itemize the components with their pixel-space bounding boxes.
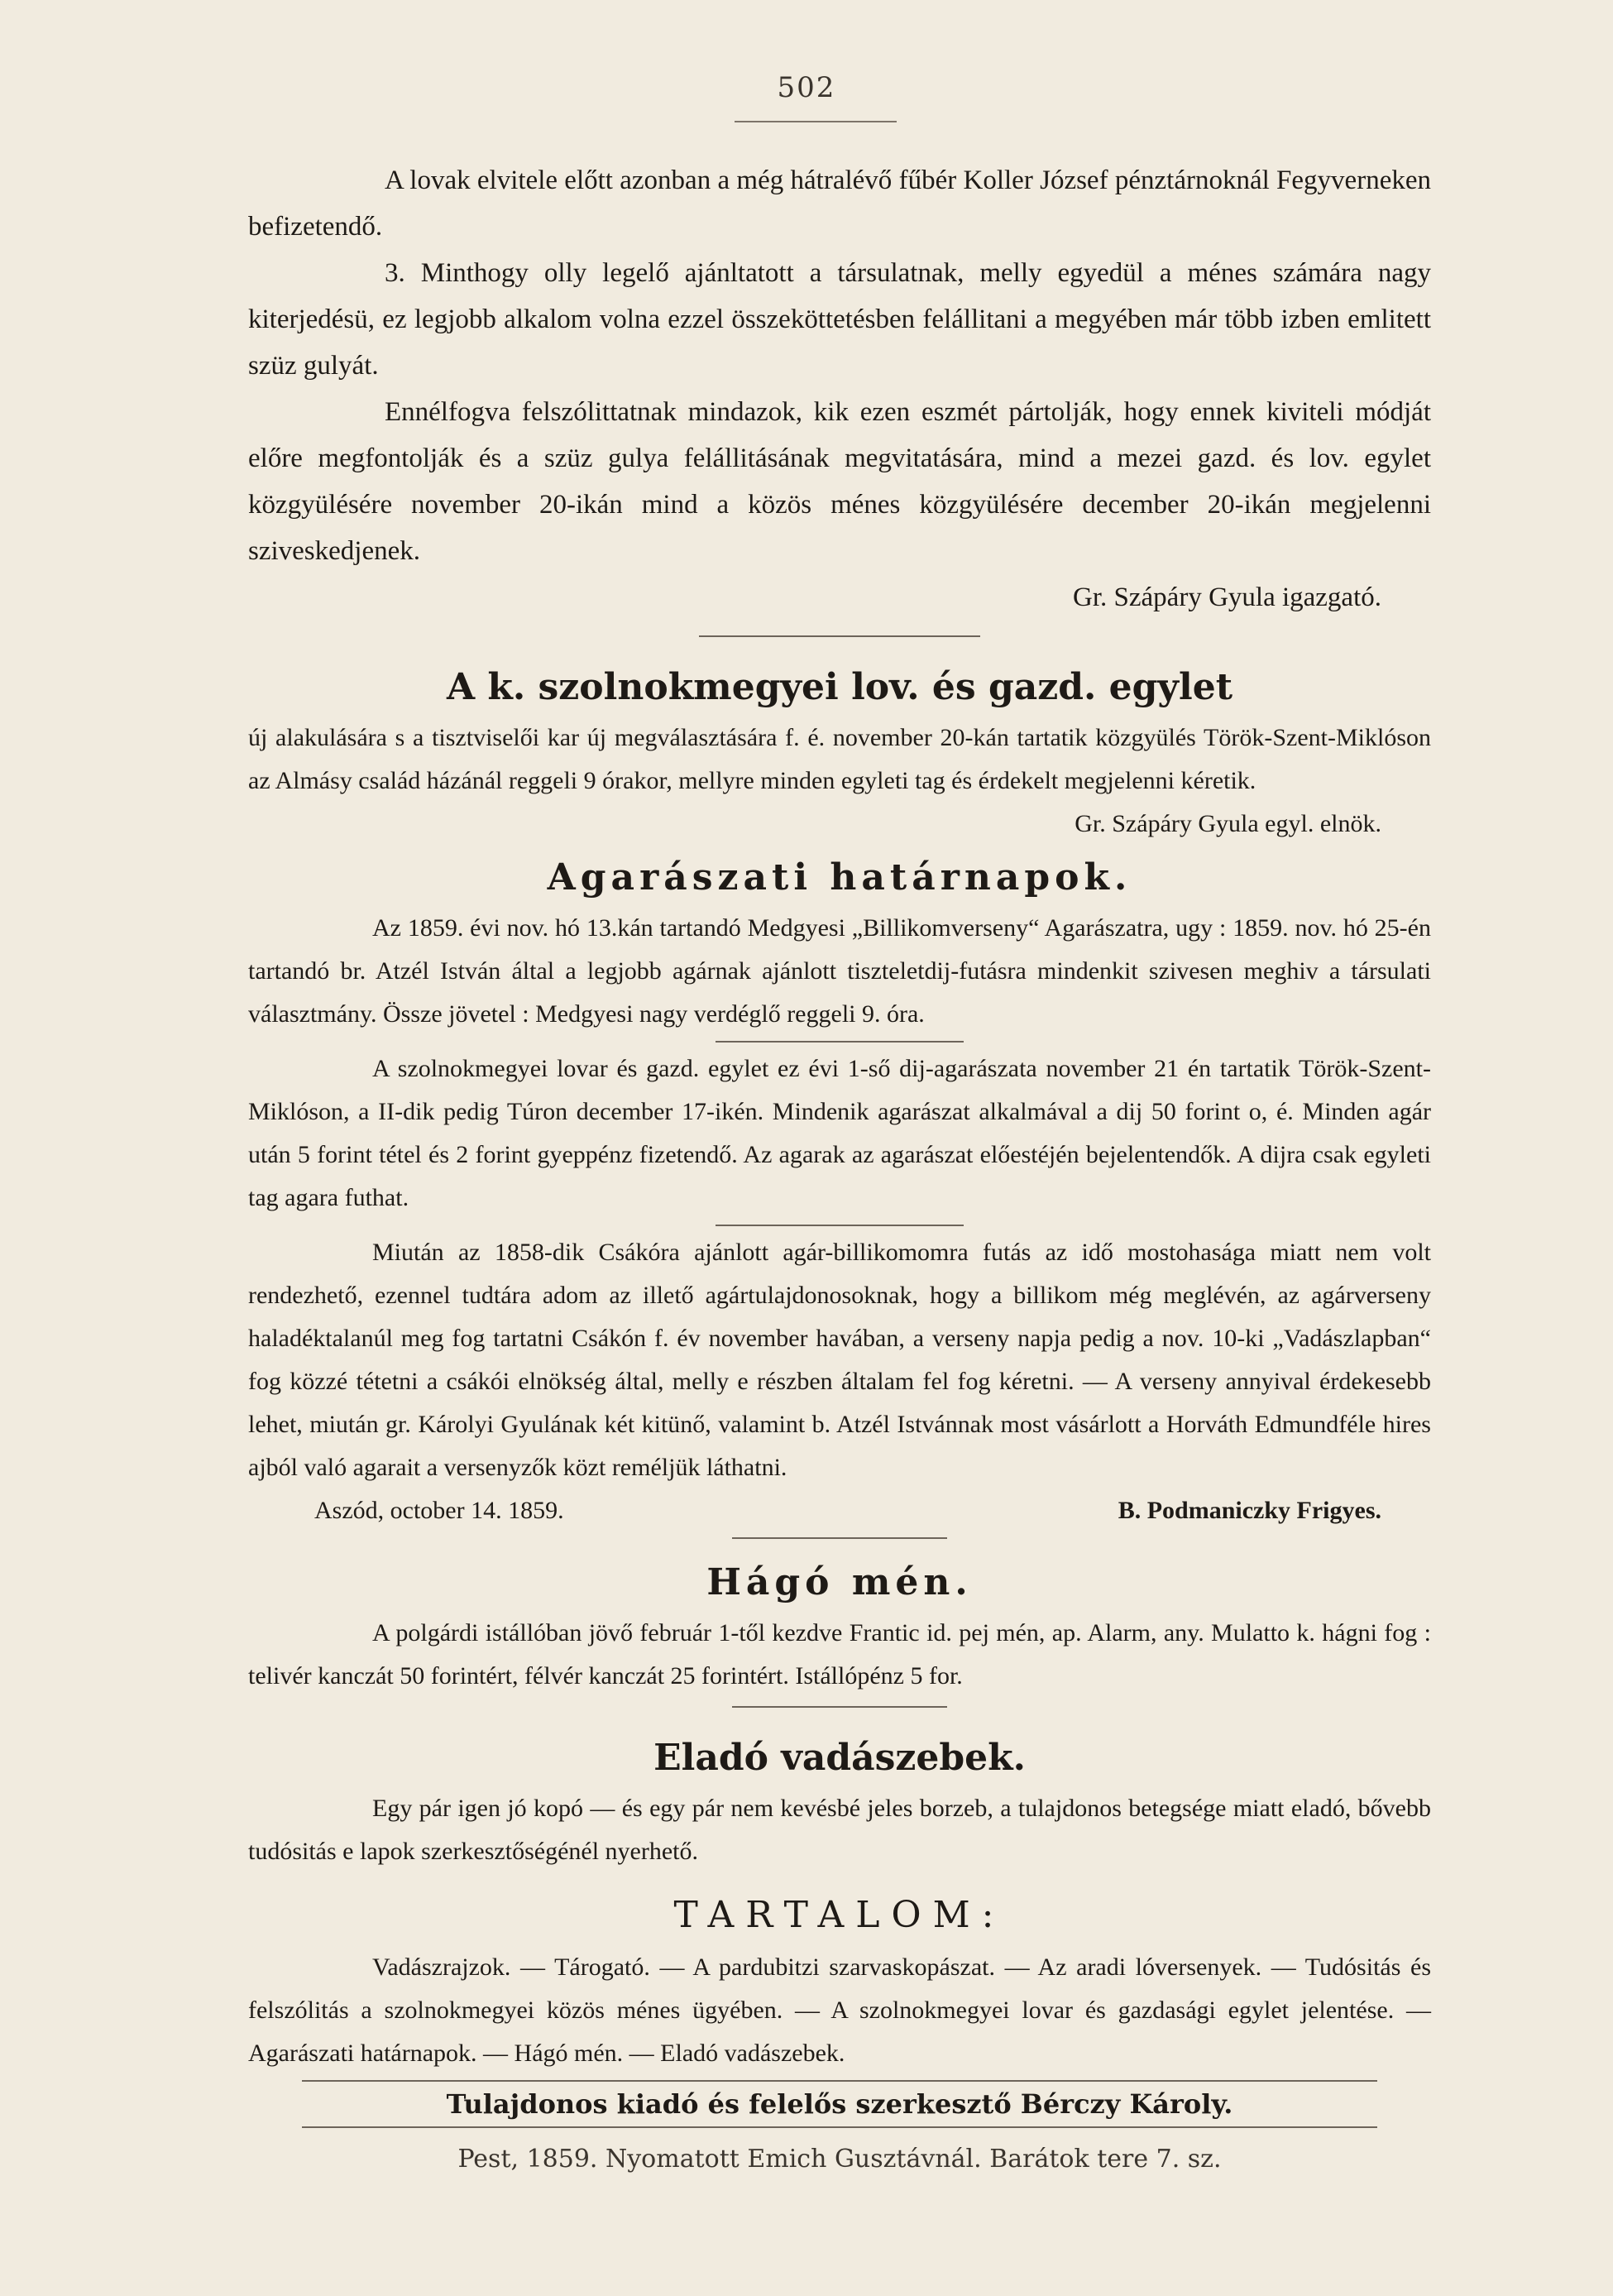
divider	[716, 1225, 964, 1226]
section4-body: A polgárdi istállóban jövő február 1-től kezdve Frantic id. pej mén, ap. Alarm, any. Mulatto k. hágni fog : telivér kanczát 50 forintért, félvér kanczát 25 forintért. Istállópénz 5 for.	[248, 1619, 1431, 1690]
section2-signature: Gr. Szápáry Gyula egyl. elnök.	[1075, 810, 1381, 837]
section1-paragraph-3: Ennélfogva felszólittatnak mindazok, kik ezen eszmét pártolják, hogy ennek kiviteli módját előre megfontolják és a szüz gulya felállitásának megvitatására, mind a mezei gazd. és lov. egylet közgyülésére november 20-ikán mind a közös ménes közgyülésére december 20-ikán megjelenni sziveskedjenek.	[248, 397, 1431, 566]
page-body	[248, 157, 1431, 2181]
section1-paragraph-2: 3. Minthogy olly legelő ajánltatott a társulatnak, melly egyedül a ménes számára nagy kiterjedésü, ez legjobb alkalom volna ezzel összeköttetésben felállitani a megyében már több izben emlitett szüz gulyát.	[248, 258, 1431, 381]
divider	[732, 1706, 947, 1708]
section2-body: új alakulására s a tisztviselői kar új megválasztására f. é. november 20-kán tartatik közgyülés Török-Szent-Miklóson az Almásy család házánál reggeli 9 órakor, mellyre minden egyleti tag és érdekelt megjelenni kéretik.	[248, 724, 1431, 794]
section3-heading: Agarászati határnapok.	[547, 856, 1132, 899]
page-number: 502	[777, 71, 836, 104]
section4-heading: Hágó mén.	[706, 1561, 973, 1603]
divider	[716, 1041, 964, 1043]
footer-printer: Pest, 1859. Nyomatott Emich Gusztávnál. Barátok tere 7. sz.	[457, 2145, 1222, 2174]
section1-signature: Gr. Szápáry Gyula igazgató.	[1073, 582, 1381, 612]
section1-paragraph-1: A lovak elvitele előtt azonban a még hátralévő fűbér Koller József pénztárnoknál Fegyverneken befizetendő.	[248, 165, 1431, 242]
section3-signature: B. Podmaniczky Frigyes.	[1118, 1497, 1381, 1524]
divider	[732, 1537, 947, 1539]
section3-footer-line	[248, 1489, 1431, 1532]
section5-body: Egy pár igen jó kopó — és egy pár nem kevésbé jeles borzeb, a tulajdonos betegsége miatt eladó, bővebb tudósitás e lapok szerkesztőségénél nyerhető.	[248, 1795, 1431, 1865]
section3-paragraph-2: A szolnokmegyei lovar és gazd. egylet ez évi 1-ső dij-agarászata november 21 én tartatik Török-Szent-Miklóson, a II-dik pedig Túron december 17-ikén. Mindenik agarászat alkalmával a dij 50 forint o, é. Minden agár után 5 forint tétel és 2 forint gyeppénz fizetendő. Az agarak az agarászat előestéjén bejelentendők. A dijra csak egyleti tag agara futhat.	[248, 1055, 1431, 1211]
section5-heading: Eladó vadászebek.	[653, 1737, 1026, 1779]
section3-paragraph-1: Az 1859. évi nov. hó 13.kán tartandó Medgyesi „Billikomverseny“ Agarászatra, ugy : 1859. nov. hó 25-én tartandó br. Atzél István által a legjobb agárnak ajánlott tiszteletdij-futásra mindenkit szivesen meghiv a társulati választmány. Össze jövetel : Medgyesi nagy verdéglő reggeli 9. óra.	[248, 914, 1431, 1028]
footer-rule-bottom	[302, 2126, 1377, 2128]
section3-place-date: Aszód, october 14. 1859.	[314, 1497, 564, 1524]
contents-body: Vadászrajzok. — Tárogató. — A pardubitzi szarvaskopászat. — Az aradi lóversenyek. — Tudósitás és felszólitás a szolnokmegyei közös ménes ügyében. — A szolnokmegyei lovar és gazdasági egylet jelentése. — Agarászati határnapok. — Hágó mén. — Eladó vadászebek.	[248, 1953, 1431, 2067]
section2-heading: A k. szolnokmegyei lov. és gazd. egylet	[446, 666, 1233, 708]
divider	[699, 635, 980, 637]
footer-publisher: Tulajdonos kiadó és felelős szerkesztő Bérczy Károly.	[446, 2088, 1233, 2120]
section3-paragraph-3: Miután az 1858-dik Csákóra ajánlott agár-billikomomra futás az idő mostohasága miatt nem volt rendezhető, ezennel tudtára adom az illető agártulajdonosoknak, hogy a billikom még meglévén, az agárverseny haladéktalanúl meg fog tartatni Csákón f. év november havában, a verseny napja pedig a nov. 10-ki „Vadászlapban“ fog közzé tétetni a csákói elnökség által, melly e részben általam fel fog kéretni. — A verseny annyival érdekesebb lehet, miután gr. Károlyi Gyulának két kitünő, valamint b. Atzél Istvánnak most vásárlott a Horváth Edmundféle hires ajból való agarait a versenyzők közt reméljük láthatni.	[248, 1239, 1431, 1481]
contents-title: TARTALOM:	[673, 1894, 1006, 1936]
page-number-rule	[735, 121, 897, 122]
